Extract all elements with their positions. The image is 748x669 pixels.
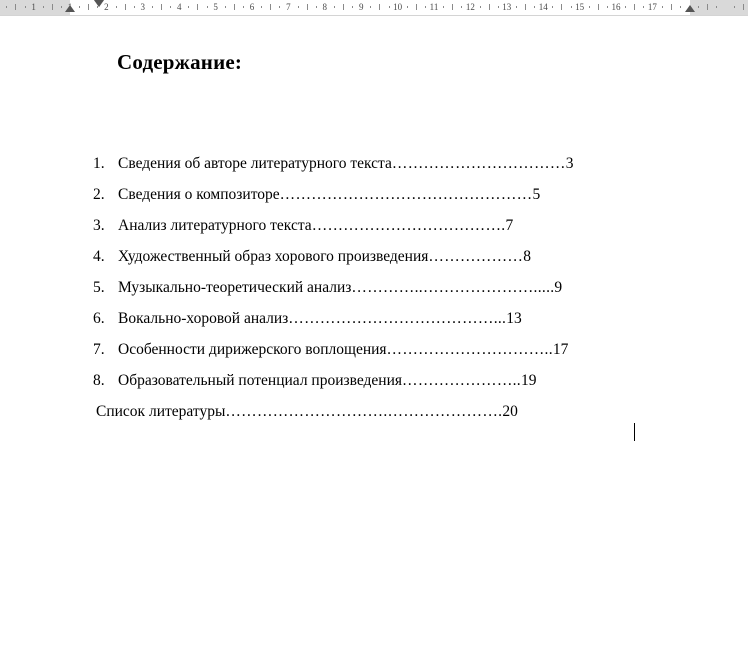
toc-entry-title: Сведения о композиторе — [118, 186, 280, 203]
ruler-quarter-dot — [188, 6, 189, 8]
table-of-contents — [0, 148, 748, 427]
toc-entry-title: Анализ литературного текста — [118, 217, 312, 234]
ruler-quarter-dot — [352, 6, 353, 8]
toc-entry-title: Сведения об авторе литературного текста — [118, 155, 392, 172]
ruler-number: 1 — [31, 2, 36, 12]
ruler-quarter-dot — [498, 6, 499, 8]
toc-entry[interactable] — [0, 210, 748, 241]
ruler-quarter-dot — [680, 6, 681, 8]
ruler-number: 16 — [611, 2, 621, 12]
toc-entry-title: Образовательный потенциал произведения — [118, 372, 403, 389]
toc-entry-number: 1. — [93, 155, 105, 172]
toc-page-number: 9 — [554, 279, 563, 296]
ruler-quarter-dot — [279, 6, 280, 8]
toc-page-number: 7 — [505, 217, 514, 234]
ruler-quarter-dot — [516, 6, 517, 8]
ruler-half-tick — [343, 4, 344, 10]
toc-page-number: 17 — [552, 341, 569, 358]
toc-dot-leader: ………………….. — [402, 372, 521, 389]
toc-entry-number: 7. — [93, 341, 105, 358]
ruler-quarter-dot — [207, 6, 208, 8]
ruler-quarter-dot — [134, 6, 135, 8]
right-indent-marker[interactable] — [685, 5, 695, 12]
toc-dot-leader: ………………………….. — [386, 341, 553, 358]
toc-dot-leader: …………………………………... — [288, 310, 507, 327]
toc-dot-leader: …………………………… — [391, 155, 566, 172]
toc-entry-body — [118, 179, 540, 210]
ruler-quarter-dot — [261, 6, 262, 8]
ruler-quarter-dot — [461, 6, 462, 8]
ruler-half-tick — [707, 4, 708, 10]
ruler-half-tick — [671, 4, 672, 10]
toc-entry[interactable] — [0, 179, 748, 210]
ruler-number: 10 — [393, 2, 403, 12]
toc-entry-title: Музыкально-теоретический анализ — [118, 279, 352, 296]
ruler-quarter-dot — [6, 6, 7, 8]
ruler-quarter-dot — [170, 6, 171, 8]
toc-dot-leader: ………………………………………… — [279, 186, 533, 203]
toc-entry[interactable] — [0, 148, 748, 179]
toc-entry-body — [118, 241, 531, 272]
hanging-indent-marker[interactable] — [65, 5, 75, 12]
ruler-number: 2 — [104, 2, 109, 12]
ruler-quarter-dot — [152, 6, 153, 8]
toc-entry[interactable] — [0, 272, 748, 303]
ruler-half-tick — [489, 4, 490, 10]
ruler-half-tick — [525, 4, 526, 10]
toc-entry-number: 2. — [93, 186, 105, 203]
ruler-half-tick — [270, 4, 271, 10]
toc-entry-title: Список литературы — [96, 403, 226, 420]
ruler-quarter-dot — [643, 6, 644, 8]
toc-entry-title: Вокально-хоровой анализ — [118, 310, 289, 327]
toc-entry-body — [118, 148, 573, 179]
ruler-half-tick — [379, 4, 380, 10]
ruler-half-tick — [452, 4, 453, 10]
ruler-quarter-dot — [243, 6, 244, 8]
ruler-quarter-dot — [571, 6, 572, 8]
ruler-quarter-dot — [407, 6, 408, 8]
ruler-quarter-dot — [625, 6, 626, 8]
toc-entry-number: 6. — [93, 310, 105, 327]
toc-page-number: 5 — [532, 186, 541, 203]
ruler-number: 1 — [67, 2, 73, 12]
ruler-quarter-dot — [116, 6, 117, 8]
ruler-quarter-dot — [61, 6, 62, 8]
toc-entry-title: Особенности дирижерского воплощения — [118, 341, 387, 358]
toc-dot-leader: ……………… — [428, 248, 524, 265]
ruler-content-zone — [70, 0, 690, 15]
toc-page-number: 20 — [502, 403, 518, 420]
document-page[interactable] — [0, 16, 748, 669]
toc-entry-title: Художественный образ хорового произведения — [118, 248, 429, 265]
ruler-quarter-dot — [534, 6, 535, 8]
ruler-quarter-dot — [480, 6, 481, 8]
toc-dot-leader: ………………………………. — [311, 217, 506, 234]
ruler-half-tick — [634, 4, 635, 10]
toc-entry-body — [118, 334, 568, 365]
ruler-number: 6 — [249, 2, 255, 12]
ruler-quarter-dot — [43, 6, 44, 8]
horizontal-ruler[interactable] — [0, 0, 748, 16]
ruler-quarter-dot — [552, 6, 553, 8]
ruler-quarter-dot — [425, 6, 426, 8]
ruler-quarter-dot — [389, 6, 390, 8]
toc-entry-number: 4. — [93, 248, 105, 265]
ruler-half-tick — [88, 4, 89, 10]
toc-entry[interactable] — [0, 241, 748, 272]
toc-entry-body — [118, 210, 513, 241]
ruler-number: 3 — [140, 2, 146, 12]
ruler-number: 7 — [286, 2, 291, 12]
ruler-number: 11 — [429, 2, 439, 12]
toc-page-number: 19 — [520, 372, 537, 389]
ruler-quarter-dot — [298, 6, 299, 8]
toc-page-number: 13 — [506, 310, 522, 327]
ruler-half-tick — [15, 4, 16, 10]
ruler-number: 5 — [213, 2, 218, 12]
toc-entry[interactable] — [0, 365, 748, 396]
ruler-half-tick — [743, 4, 744, 10]
ruler-quarter-dot — [443, 6, 444, 8]
ruler-half-tick — [234, 4, 235, 10]
ruler-quarter-dot — [25, 6, 26, 8]
ruler-quarter-dot — [607, 6, 608, 8]
ruler-number: 13 — [502, 2, 512, 12]
toc-entry[interactable] — [0, 334, 748, 365]
ruler-half-tick — [125, 4, 126, 10]
toc-entry-number: 5. — [93, 279, 105, 296]
toc-page-number: 3 — [565, 155, 574, 172]
page-title: Содержание: — [117, 50, 243, 74]
ruler-quarter-dot — [334, 6, 335, 8]
ruler-half-tick — [307, 4, 308, 10]
ruler-number: 15 — [575, 2, 585, 12]
ruler-number: 14 — [538, 2, 548, 12]
toc-page-number: 8 — [523, 248, 531, 265]
toc-entry-body — [96, 396, 518, 427]
toc-dot-leader: ………………………….…………………. — [225, 403, 503, 420]
ruler-quarter-dot — [225, 6, 226, 8]
ruler-half-tick — [598, 4, 599, 10]
ruler-quarter-dot — [370, 6, 371, 8]
ruler-quarter-dot — [662, 6, 663, 8]
ruler-number: 12 — [465, 2, 475, 12]
toc-dot-leader: …………..…………………..... — [351, 279, 555, 296]
toc-entry-number: 8. — [93, 372, 105, 389]
text-cursor — [634, 423, 635, 441]
ruler-quarter-dot — [716, 6, 717, 8]
ruler-quarter-dot — [79, 6, 80, 8]
ruler-quarter-dot — [698, 6, 699, 8]
ruler-half-tick — [416, 4, 417, 10]
toc-entry[interactable] — [0, 303, 748, 334]
ruler-half-tick — [561, 4, 562, 10]
first-line-indent-marker[interactable] — [94, 0, 104, 7]
ruler-number: 8 — [322, 2, 328, 12]
ruler-half-tick — [197, 4, 198, 10]
toc-entry-number: 3. — [93, 217, 105, 234]
ruler-quarter-dot — [316, 6, 317, 8]
ruler-number: 9 — [358, 2, 364, 12]
ruler-half-tick — [52, 4, 53, 10]
ruler-quarter-dot — [734, 6, 735, 8]
toc-entry-body — [118, 272, 562, 303]
ruler-number: 17 — [647, 2, 657, 12]
ruler-quarter-dot — [589, 6, 590, 8]
ruler-half-tick — [161, 4, 162, 10]
toc-entry-body — [118, 365, 536, 396]
ruler-number: 4 — [176, 2, 182, 12]
toc-entry-body — [118, 303, 522, 334]
toc-entry[interactable] — [0, 396, 748, 427]
